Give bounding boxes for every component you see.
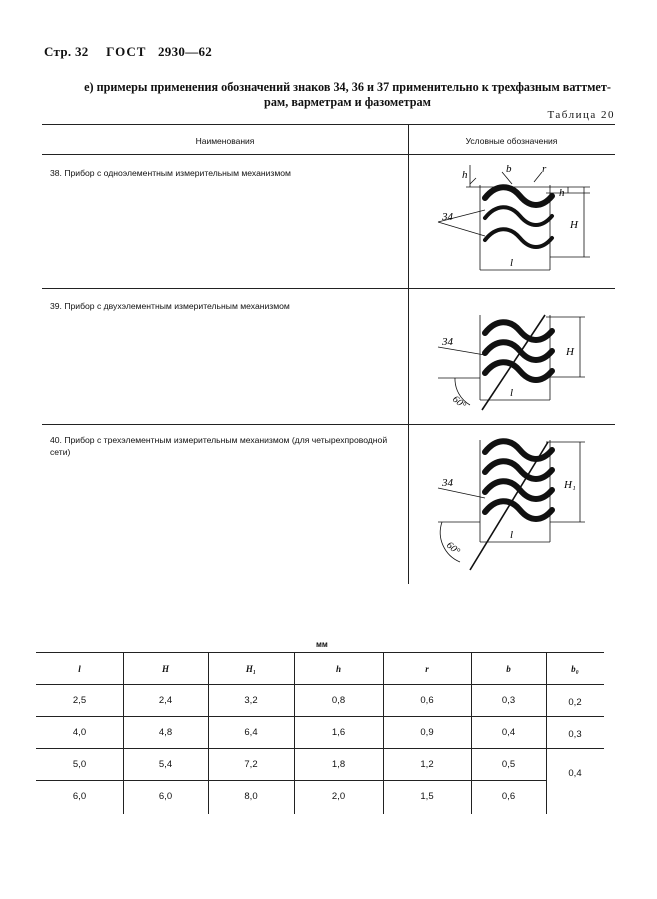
table-row-rule-2 bbox=[42, 424, 615, 425]
leader-34 bbox=[438, 488, 485, 498]
dims-cell: 3,2 bbox=[244, 695, 258, 706]
section-heading bbox=[80, 80, 615, 110]
row-38-name: 38. Прибор с одноэлементным измерительным механизмом bbox=[50, 168, 291, 178]
section-heading-line2: рам, варметрам и фазометрам bbox=[264, 95, 431, 109]
leader bbox=[470, 178, 476, 184]
wave-line bbox=[485, 187, 552, 205]
figure-38-symbol bbox=[430, 160, 615, 285]
label-b: b bbox=[506, 163, 512, 175]
table-label: Таблица 20 bbox=[547, 109, 615, 121]
column-header-names: Наименования bbox=[195, 136, 255, 146]
dims-cell: 0,4 bbox=[501, 727, 516, 738]
dims-cell: 0,5 bbox=[501, 759, 516, 770]
dims-cell: 4,0 bbox=[72, 727, 87, 738]
dims-row-rule bbox=[36, 716, 604, 717]
wave-line bbox=[485, 322, 552, 340]
dims-header-r: r bbox=[425, 664, 429, 674]
leader-r bbox=[534, 172, 542, 182]
dims-cell: 6,0 bbox=[72, 791, 87, 802]
wave-line bbox=[485, 207, 552, 225]
label-angle: 60° bbox=[444, 539, 462, 558]
column-header-symbols: Условные обозначения bbox=[465, 136, 558, 146]
label-34: 34 bbox=[442, 336, 453, 348]
dims-cell: 0,3 bbox=[568, 729, 582, 740]
table-top-rule bbox=[42, 124, 615, 125]
dims-header-b0: b₀ bbox=[571, 664, 579, 674]
dims-header-h: h bbox=[335, 664, 341, 674]
label-h1: h bbox=[462, 169, 468, 181]
figure-40-symbol bbox=[430, 430, 615, 580]
label-angle: 60° bbox=[450, 393, 468, 412]
dims-cell: 1,6 bbox=[331, 727, 346, 738]
label-l: l bbox=[510, 387, 514, 399]
dims-cell: 0,2 bbox=[568, 697, 582, 708]
dims-cell: 2,0 bbox=[331, 791, 346, 802]
dims-row-rule bbox=[36, 748, 604, 749]
leader-34 bbox=[438, 347, 485, 355]
dims-header-H: H bbox=[161, 664, 169, 674]
dims-row-rule bbox=[36, 780, 546, 781]
dims-cell: 0,3 bbox=[501, 695, 516, 706]
wave-line bbox=[485, 229, 552, 247]
dims-cell: 0,8 bbox=[331, 695, 346, 706]
dims-cell: 0,9 bbox=[420, 727, 434, 738]
dims-cell: 6,0 bbox=[158, 791, 173, 802]
label-H: H bbox=[570, 219, 578, 231]
label-H1: H₁ bbox=[564, 479, 576, 491]
label-34: 34 bbox=[442, 211, 453, 223]
section-heading-line1: е) примеры применения обозначений знаков 34, 36 и 37 применительно к трехфазным ваттмет- bbox=[84, 80, 611, 94]
label-H: H bbox=[566, 346, 574, 358]
dims-cell: 1,2 bbox=[420, 759, 434, 770]
table-row-rule-1 bbox=[42, 288, 615, 289]
dims-header-rule bbox=[36, 684, 604, 685]
dims-cell: 4,8 bbox=[158, 727, 173, 738]
dims-cell: 8,0 bbox=[244, 791, 258, 802]
gost-number: 2930—62 bbox=[158, 44, 213, 59]
dims-cell: 5,4 bbox=[158, 759, 173, 770]
leader-34 bbox=[438, 222, 485, 236]
label-34: 34 bbox=[442, 477, 453, 489]
dims-cell: 2,5 bbox=[72, 695, 87, 706]
dims-cell: 5,0 bbox=[72, 759, 87, 770]
row-40-name: 40. Прибор с трехэлементным измерительным механизмом (для четырехпроводной сети) bbox=[50, 435, 388, 457]
wave-line bbox=[485, 461, 552, 479]
dims-cell: 1,8 bbox=[331, 759, 346, 770]
dims-cell: 0,4 bbox=[568, 768, 582, 779]
wave-line bbox=[485, 362, 552, 380]
dims-cell: 0,6 bbox=[501, 791, 516, 802]
label-l: l bbox=[510, 257, 514, 269]
table-column-divider bbox=[408, 124, 409, 584]
dims-header-b: b bbox=[506, 664, 511, 674]
unit-label: мм bbox=[316, 640, 328, 649]
dims-cell: 6,4 bbox=[244, 727, 258, 738]
wave-line bbox=[485, 342, 552, 360]
label-h: h bbox=[559, 187, 565, 199]
dims-top-rule bbox=[36, 652, 604, 653]
row-39-name: 39. Прибор с двухэлементным измерительным механизмом bbox=[50, 301, 290, 311]
dims-cell: 2,4 bbox=[158, 695, 173, 706]
label-r: r bbox=[542, 163, 547, 175]
dims-cell: 1,5 bbox=[420, 791, 434, 802]
gost-label: ГОСТ bbox=[106, 44, 147, 59]
dims-header-l: l bbox=[78, 664, 81, 674]
wave-line bbox=[485, 441, 552, 459]
page-number: Стр. 32 bbox=[44, 44, 89, 59]
dims-cell: 7,2 bbox=[244, 759, 258, 770]
dims-cell: 0,6 bbox=[420, 695, 434, 706]
page-header bbox=[44, 44, 212, 60]
figure-39-symbol bbox=[430, 305, 615, 420]
dims-header-H1: H₁ bbox=[245, 664, 257, 674]
table-header-rule bbox=[42, 154, 615, 155]
wave-line bbox=[485, 501, 552, 519]
label-l: l bbox=[510, 529, 514, 541]
